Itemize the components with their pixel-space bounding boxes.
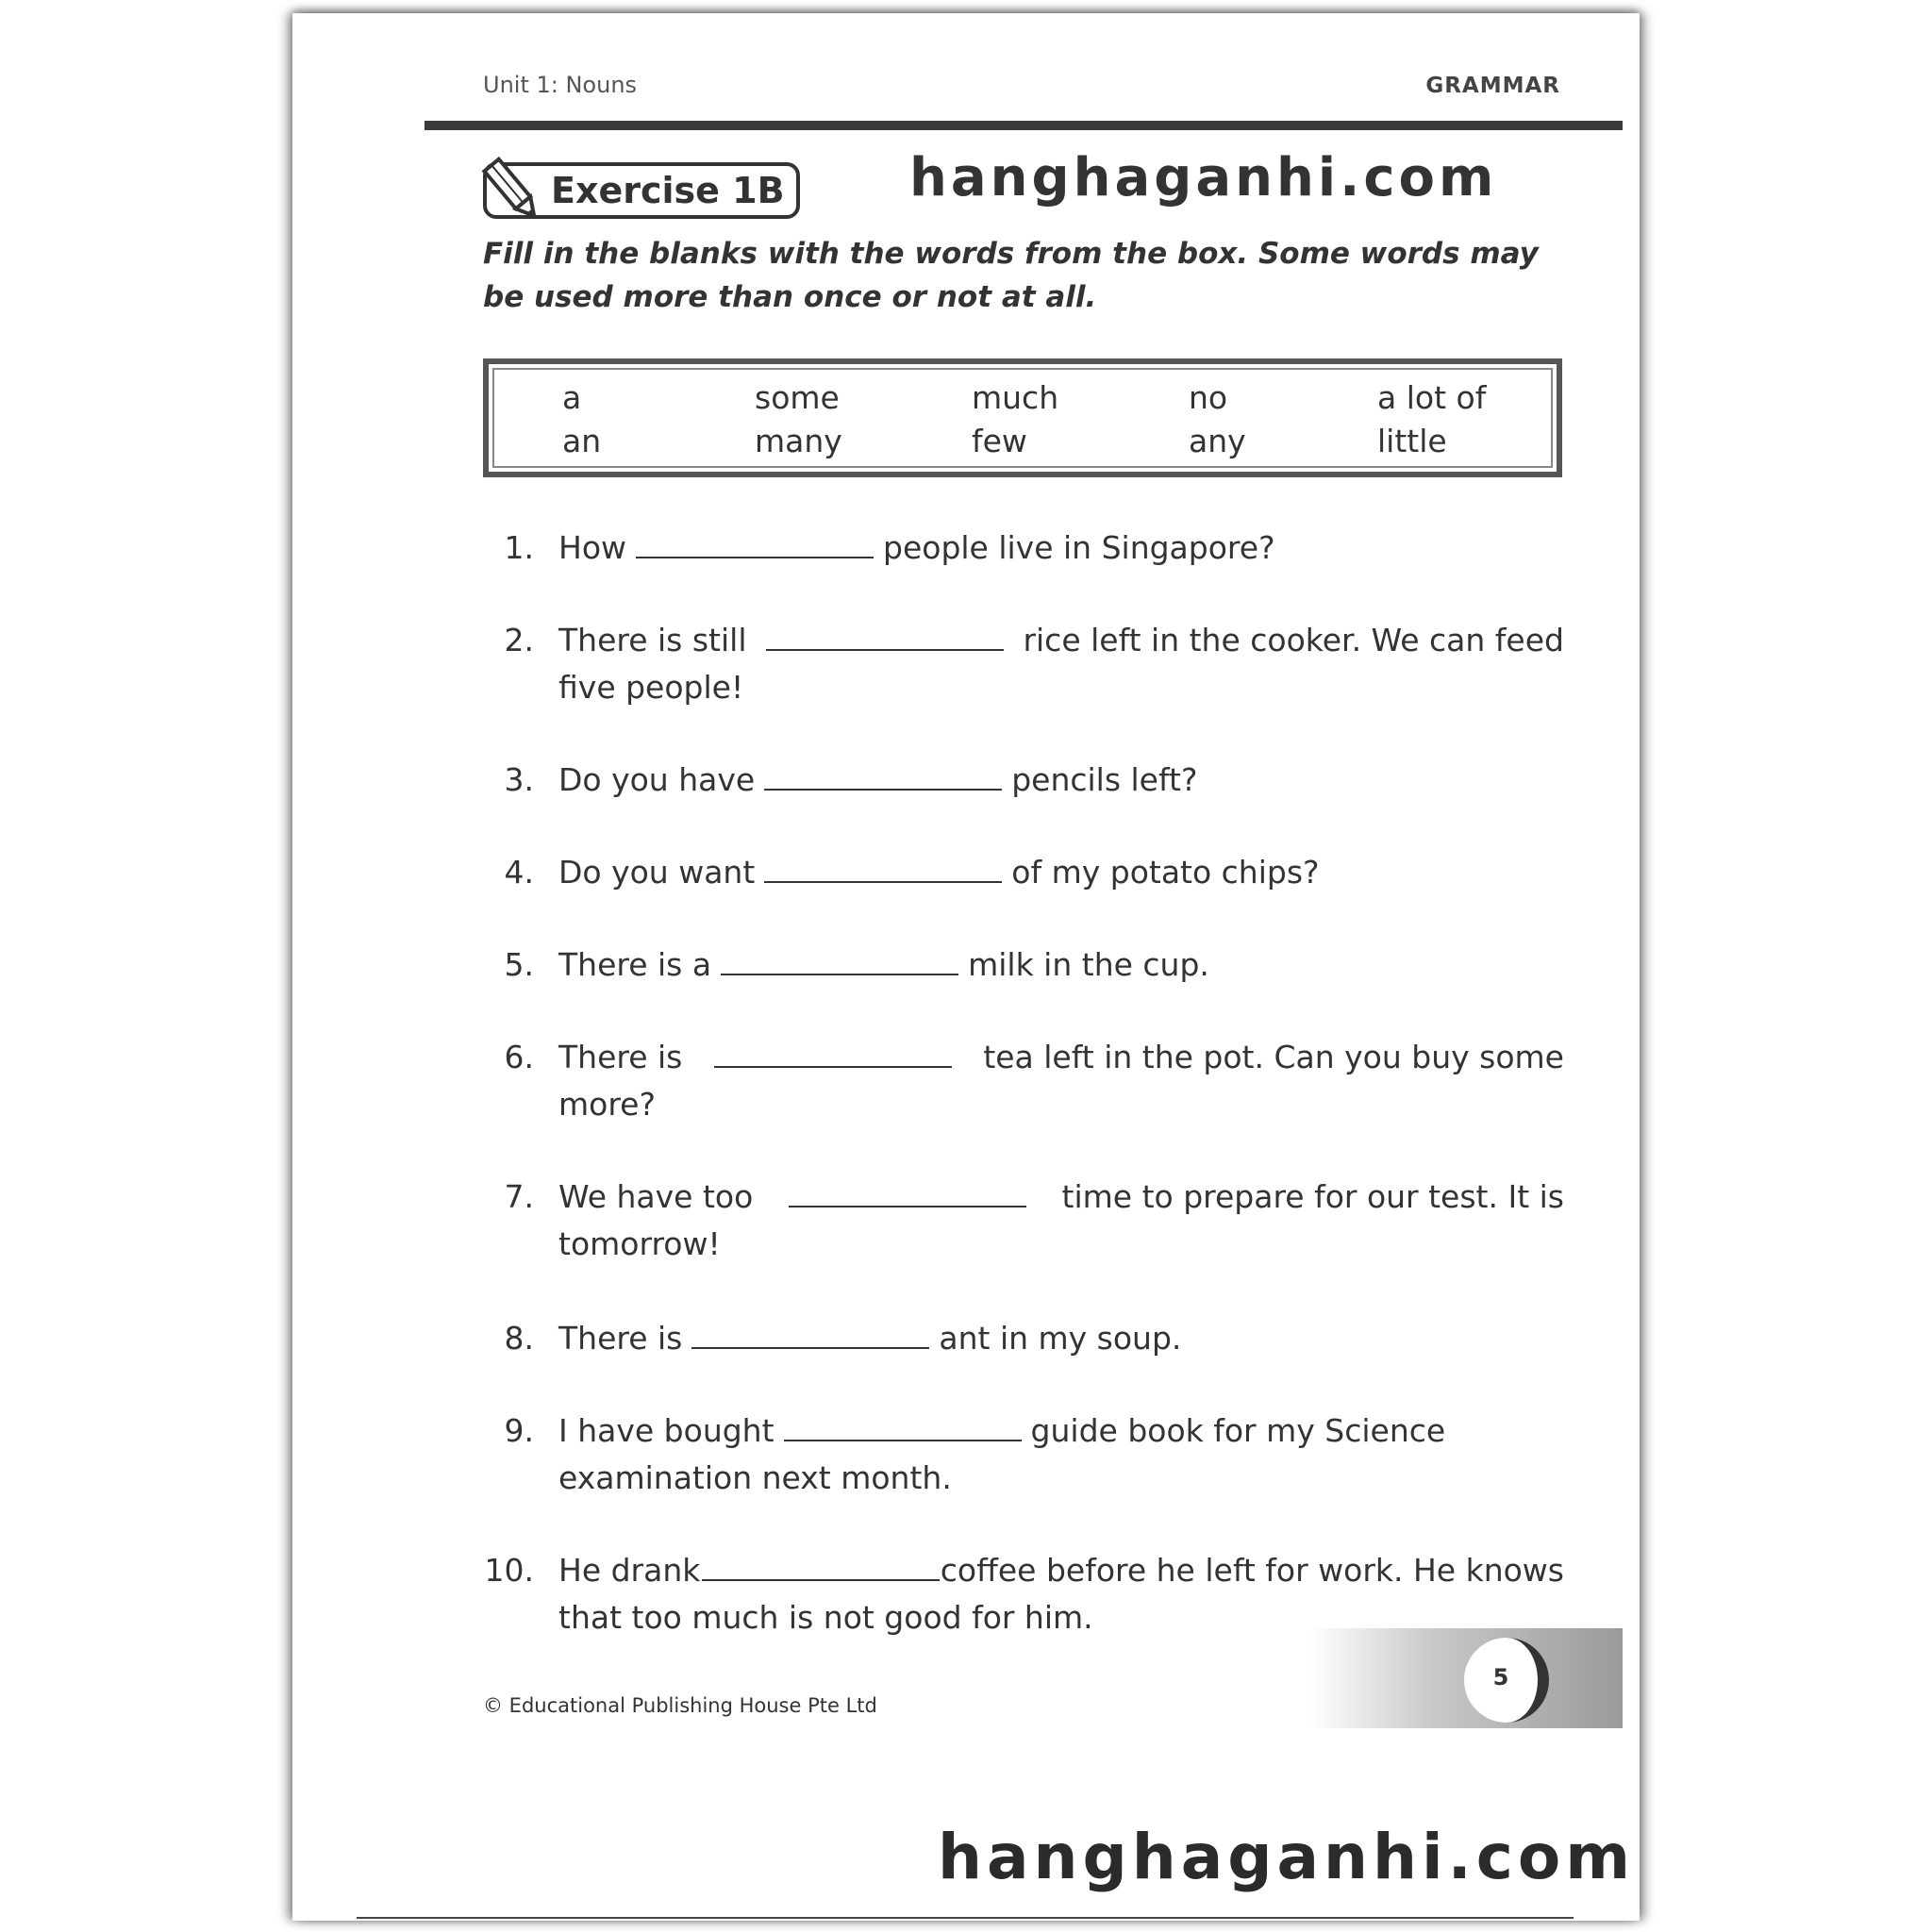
text-after: time to prepare for our test. It is bbox=[1061, 1178, 1564, 1215]
word-option: little bbox=[1377, 423, 1447, 459]
text-after: milk in the cup. bbox=[968, 946, 1209, 983]
text-after: ant in my soup. bbox=[939, 1320, 1182, 1357]
worksheet-page bbox=[292, 13, 1640, 1921]
answer-blank[interactable] bbox=[714, 1066, 952, 1068]
question-number: 8. bbox=[504, 1320, 534, 1357]
text-before: There is a bbox=[558, 946, 712, 983]
text-before: He drank bbox=[558, 1552, 701, 1589]
exercise-badge bbox=[483, 162, 800, 219]
word-option: few bbox=[972, 423, 1027, 459]
text-before: I have bought bbox=[558, 1412, 774, 1449]
text-before: Do you have bbox=[558, 761, 756, 798]
word-box bbox=[483, 358, 1562, 477]
answer-blank[interactable] bbox=[764, 881, 1002, 883]
word-option: no bbox=[1189, 379, 1228, 416]
question-text bbox=[558, 757, 1564, 804]
text-after: of my potato chips? bbox=[1011, 854, 1320, 891]
word-option: any bbox=[1189, 423, 1246, 459]
question-text bbox=[558, 1174, 1564, 1221]
question-text bbox=[558, 1315, 1564, 1362]
question-continuation: examination next month. bbox=[558, 1459, 952, 1496]
answer-blank[interactable] bbox=[789, 1206, 1026, 1208]
word-option: many bbox=[755, 423, 842, 459]
question-number: 5. bbox=[504, 946, 534, 983]
question-text bbox=[558, 1547, 1564, 1594]
text-before: There is bbox=[558, 1039, 683, 1075]
question-number: 7. bbox=[504, 1178, 534, 1215]
question-continuation: five people! bbox=[558, 669, 744, 706]
text-before: We have too bbox=[558, 1178, 754, 1215]
word-option: a lot of bbox=[1377, 379, 1487, 416]
section-label: GRAMMAR bbox=[1425, 74, 1560, 98]
answer-blank[interactable] bbox=[764, 789, 1002, 791]
answer-blank[interactable] bbox=[691, 1347, 929, 1349]
text-before: How bbox=[558, 529, 626, 566]
question-number: 6. bbox=[504, 1039, 534, 1075]
question-text bbox=[558, 941, 1564, 989]
text-before: There is still bbox=[558, 622, 747, 658]
text-after: coffee before he left for work. He knows bbox=[940, 1552, 1564, 1589]
text-after: tea left in the pot. Can you buy some bbox=[983, 1039, 1564, 1075]
question-number: 9. bbox=[504, 1412, 534, 1449]
pencil-icon bbox=[481, 153, 547, 228]
text-after: guide book for my Science bbox=[1030, 1412, 1446, 1449]
question-text bbox=[558, 617, 1564, 664]
watermark-bottom: hanghaganhi.com bbox=[938, 1821, 1635, 1893]
watermark-top: hanghaganhi.com bbox=[909, 147, 1498, 208]
question-continuation: that too much is not good for him. bbox=[558, 1599, 1093, 1636]
word-option: some bbox=[755, 379, 840, 416]
header-divider bbox=[425, 121, 1623, 130]
text-after: people live in Singapore? bbox=[883, 529, 1275, 566]
question-number: 1. bbox=[504, 529, 534, 566]
question-continuation: tomorrow! bbox=[558, 1225, 721, 1262]
question-text bbox=[558, 1407, 1564, 1455]
page-number: 5 bbox=[1492, 1664, 1509, 1690]
question-text bbox=[558, 849, 1564, 896]
question-number: 3. bbox=[504, 761, 534, 798]
word-option: much bbox=[972, 379, 1059, 416]
word-option: a bbox=[562, 379, 582, 416]
text-before: Do you want bbox=[558, 854, 756, 891]
question-number: 10. bbox=[484, 1552, 534, 1589]
question-number: 4. bbox=[504, 854, 534, 891]
answer-blank[interactable] bbox=[766, 649, 1004, 651]
question-continuation: more? bbox=[558, 1086, 656, 1123]
unit-label: Unit 1: Nouns bbox=[483, 72, 638, 98]
answer-blank[interactable] bbox=[784, 1440, 1022, 1441]
question-number: 2. bbox=[504, 622, 534, 658]
text-after: pencils left? bbox=[1011, 761, 1198, 798]
exercise-title: Exercise 1B bbox=[551, 170, 785, 211]
bottom-divider bbox=[357, 1917, 1574, 1919]
answer-blank[interactable] bbox=[721, 974, 958, 975]
instructions: Fill in the blanks with the words from the box. Some words may be used more than once or not at all. bbox=[483, 237, 1539, 314]
question-text bbox=[558, 525, 1564, 572]
answer-blank[interactable] bbox=[636, 557, 874, 558]
text-after: rice left in the cooker. We can feed bbox=[1023, 622, 1564, 658]
text-before: There is bbox=[558, 1320, 683, 1357]
word-option: an bbox=[562, 423, 602, 459]
answer-blank[interactable] bbox=[702, 1579, 940, 1581]
question-text bbox=[558, 1034, 1564, 1081]
copyright: © Educational Publishing House Pte Ltd bbox=[483, 1694, 877, 1717]
